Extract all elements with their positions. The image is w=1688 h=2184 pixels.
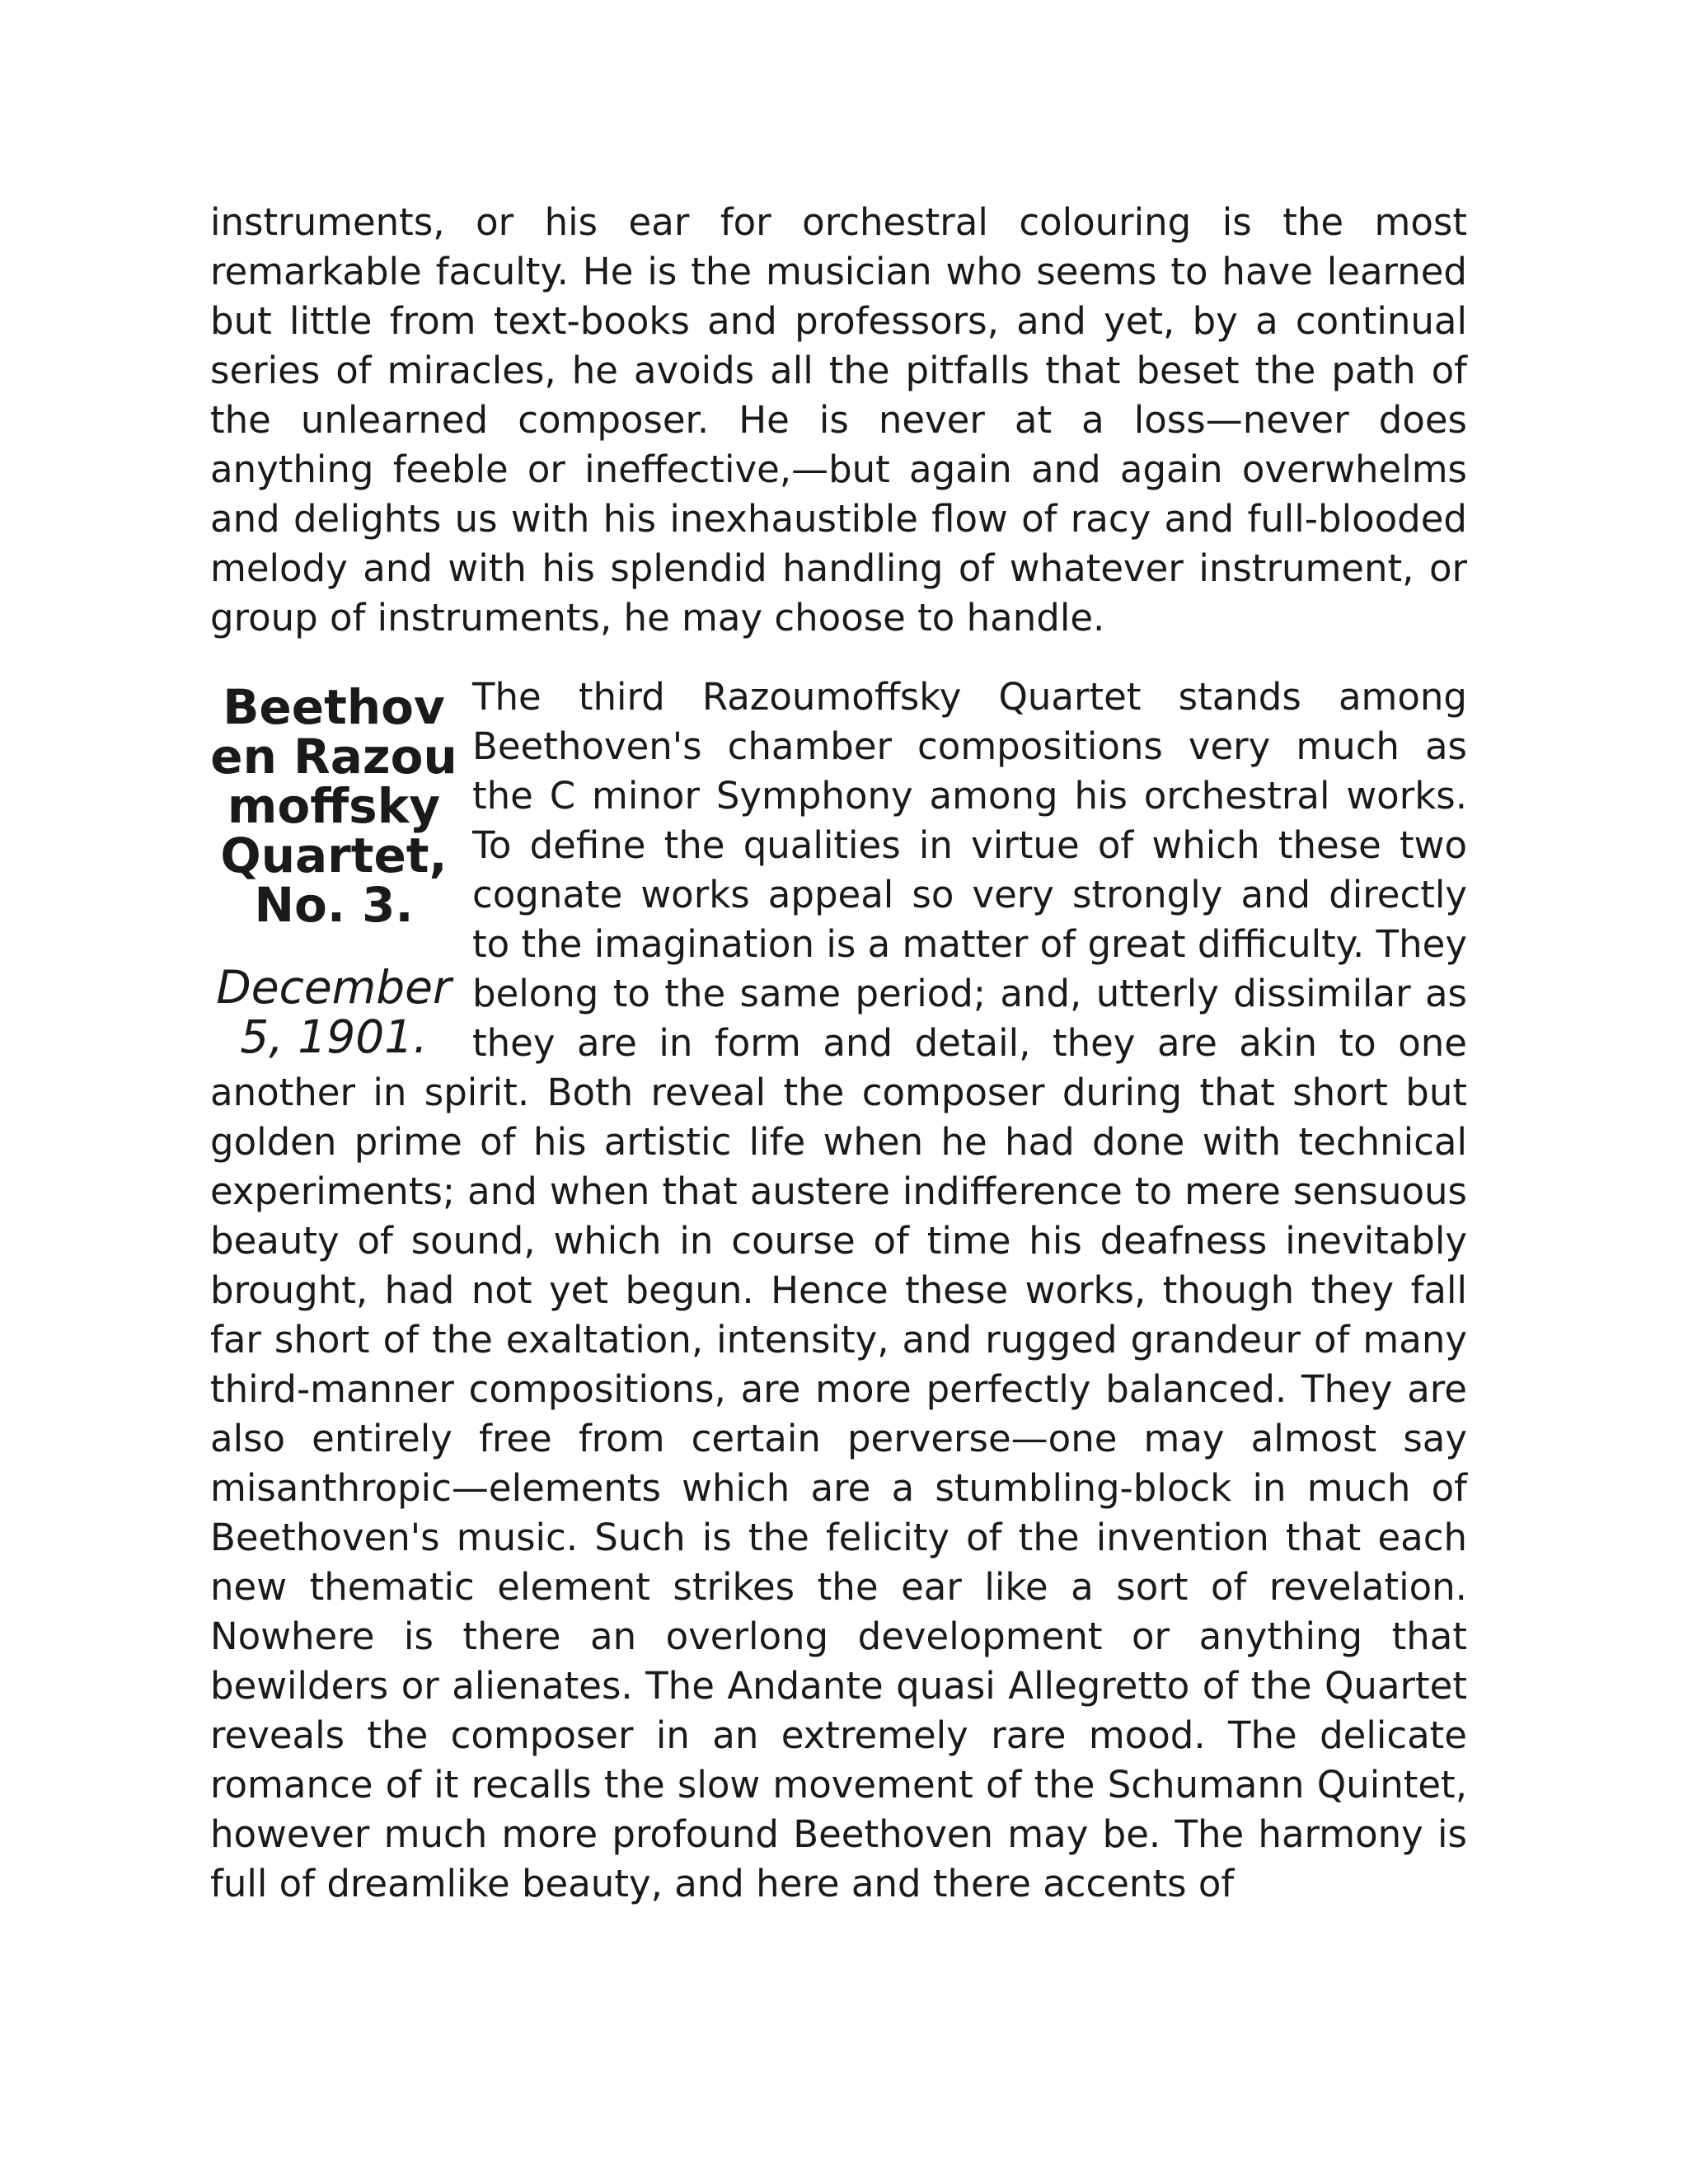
sidenote-date: December 5, 1901. — [216, 961, 452, 1063]
paragraph-continued: instruments, or his ear for orchestral colouring is the most remarkable faculty. He is the musician who seems to have learned but little from text-books and professors, and yet, by a continual series of miracles, he avoids all the pitfalls that beset the path of the unlearned composer. He is never at a loss—never does anything feeble or ineffective,—but again and again overwhelms and delights us with his inexhaustible flow of racy and full-blooded melody and with his splendid handling of whatever instrument, or group of instruments, he may choose to handle. — [210, 200, 1467, 640]
paragraph-razoumoffsky: The third Razoumoffsky Quartet stands among Beethoven's chamber compositions very much as the C minor Symphony among his orchestral works. To define the qualities in virtue of which these two cognate works appeal so very strongly and directly to the imagination is a matter of great difficulty. They belong to the same period; and, utterly dissimilar as they are in form and detail, they are akin to one another in spirit. Both reveal the composer during that short but golden prime of his artistic life when he had done with technical experiments; and when that austere indifference to mere sensuous beauty of sound, which in course of time his deafness inevitably brought, had not yet begun. Hence these works, though they fall far short of the exaltation, intensity, and rugged grandeur of many third-manner compositions, are more perfectly balanced. They are also entirely free from certain perverse—one may almost say misanthropic—elements which are a stumbling-block in much of Beethoven's music. Such is the felicity of the invention that each new thematic element strikes the ear like a sort of revelation. Nowhere is there an overlong development or anything that bewilders or alienates. The Andante quasi Allegretto of the Quartet reveals the composer in an extremely rare mood. The delicate romance of it recalls the slow movement of the Schumann Quintet, however much more profound Beethoven may be. The harmony is full of dreamlike beauty, and here and there accents of — [210, 675, 1467, 1905]
body-text-column — [210, 198, 1467, 1909]
sidenote-title: Beethoven Razoumoffsky Quartet, No. 3. — [210, 679, 457, 933]
sidenote — [210, 679, 457, 1063]
